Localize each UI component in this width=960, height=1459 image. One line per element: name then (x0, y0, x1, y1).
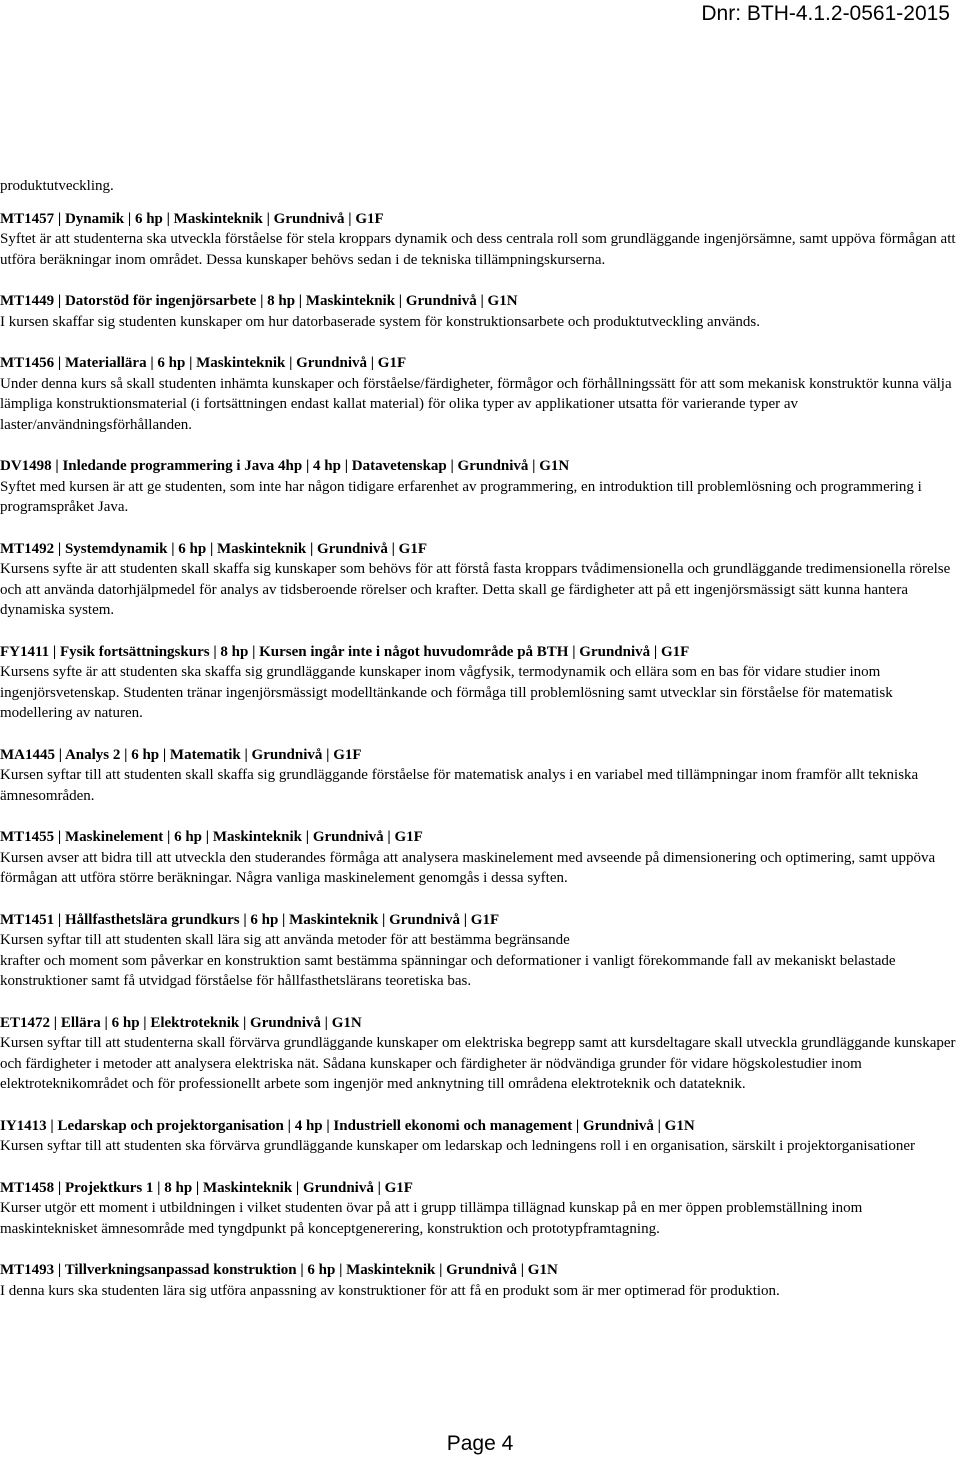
course-description: Kursens syfte är att studenten ska skaffa sig grundläggande kunskaper inom vågfysik, termodynamik och ellära som en bas för vidare studier inom ingenjörsvetenskap. Studenten tränar ingenjörsmässigt modelltänkande och förmåga till problemlösning samt utvecklar sin förståelse för matematisk modellering av naturen. (0, 664, 893, 721)
course-heading: ET1472 | Ellära | 6 hp | Elektroteknik | Grundnivå | G1N (0, 1014, 362, 1031)
course-heading: IY1413 | Ledarskap och projektorganisation | 4 hp | Industriell ekonomi och management | Grundnivå | G1N (0, 1117, 695, 1134)
course-heading: MT1449 | Datorstöd för ingenjörsarbete | 8 hp | Maskinteknik | Grundnivå | G1N (0, 293, 518, 309)
course-heading: MA1445 | Analys 2 | 6 hp | Matematik | Grundnivå | G1F (0, 746, 362, 763)
intro-line: produktutveckling. (0, 178, 114, 194)
course-heading: MT1493 | Tillverkningsanpassad konstruktion | 6 hp | Maskinteknik | Grundnivå | G1N (0, 1262, 558, 1278)
course-description: krafter och moment som påverkar en konstruktion samt bestämma spänningar och deformationer i vanligt förekommande fall av mekaniskt belastade konstruktioner samt få utvidgad förståelse för hållfasthetslärans teoretiska bas. (0, 952, 896, 989)
course-entry (0, 910, 958, 992)
course-entry (0, 827, 958, 889)
course-entry (0, 1178, 958, 1240)
course-description: Kursen syftar till att studenten skall lära sig att använda metoder för att bestämma begränsande (0, 932, 570, 948)
course-description: Kursen syftar till att studenten ska förvärva grundläggande kunskaper om ledarskap och ledningens roll i en organisation, särskilt i projektorganisationer (0, 1138, 916, 1154)
course-heading: FY1411 | Fysik fortsättningskurs | 8 hp | Kursen ingår inte i något huvudområde på BTH | Grundnivå | G1F (0, 643, 690, 660)
document-body (0, 176, 958, 1322)
course-description: Kursens syfte är att studenten skall skaffa sig kunskaper som behövs för att förstå fasta kroppars tvådimensionella och grundläggande tredimensionella rörelse och att använda datorhjälpmedel för analys av tidsberoende rörelser och krafter. Detta skall ge färdigheter att på ett ingenjörsmässigt sätt kunna hantera dynamiska system. (0, 561, 951, 618)
course-entry (0, 539, 958, 621)
course-description: I kursen skaffar sig studenten kunskaper om hur datorbaserade system för konstruktionsarbete och produktutveckling används. (0, 313, 760, 330)
course-description: Syftet är att studenterna ska utveckla förståelse för stela kroppars dynamik och dess centrala roll som grundläggande ingenjörsämne, samt uppöva förmågan att utföra beräkningar inom området. Dessa kunskaper behövs sedan i de tekniska tillämpningskurserna. (0, 231, 956, 268)
course-description: I denna kurs ska studenten lära sig utföra anpassning av konstruktioner för att få en produkt som är mer optimerad för produktion. (0, 1282, 780, 1299)
course-heading: MT1456 | Materiallära | 6 hp | Maskinteknik | Grundnivå | G1F (0, 355, 407, 371)
course-heading: MT1492 | Systemdynamik | 6 hp | Maskinteknik | Grundnivå | G1F (0, 540, 428, 557)
course-heading: MT1451 | Hållfasthetslära grundkurs | 6 hp | Maskinteknik | Grundnivå | G1F (0, 911, 500, 928)
course-entry (0, 291, 958, 332)
course-entry (0, 1013, 958, 1095)
course-description: Kursen syftar till att studenten skall skaffa sig grundläggande förståelse för matematisk analys i en variabel med tillämpningar inom framför allt tekniska ämnesområden. (0, 767, 919, 804)
document-number: Dnr: BTH-4.1.2-0561-2015 (701, 2, 950, 25)
course-heading: MT1458 | Projektkurs 1 | 8 hp | Maskinteknik | Grundnivå | G1F (0, 1179, 413, 1196)
course-description: Under denna kurs så skall studenten inhämta kunskaper och förståelse/färdigheter, förmågor och förhållningssätt för att som mekanisk konstruktör kunna välja lämpliga konstruktionsmaterial (i fortsättningen endast kallat material) för olika typer av applikationer utsatta för varierande typer av laster/användningsförhållanden. (0, 375, 952, 433)
course-description: Kurser utgör ett moment i utbildningen i vilket studenten övar på att i grupp tillämpa tillägnad kunskap på en mer öppen problemställning inom maskinteknisket ämnesområde med tyngdpunkt på konceptgenerering, konstruktion och prototypframtagning. (0, 1200, 863, 1237)
course-entry (0, 456, 958, 518)
course-entry (0, 1260, 958, 1301)
course-entry (0, 209, 958, 271)
course-entry (0, 745, 958, 807)
course-entry (0, 353, 958, 435)
course-description: Kursen syftar till att studenterna skall förvärva grundläggande kunskaper om elektriska begrepp samt att kursdeltagare skall utveckla grundläggande kunskaper och färdigheter i metoder att analysera elektriska nät. Sådana kunskaper och färdigheter är nödvändiga grunder för vidare högskolestudier inom elektroteknikområdet och för professionellt arbete som ingenjör med anknytning till områdena elektroteknik och datateknik. (0, 1035, 956, 1092)
course-entry (0, 642, 958, 724)
course-entry (0, 1116, 958, 1157)
page-number: Page 4 (446, 1432, 514, 1455)
course-heading: MT1457 | Dynamik | 6 hp | Maskinteknik | Grundnivå | G1F (0, 210, 384, 227)
course-heading: MT1455 | Maskinelement | 6 hp | Maskinteknik | Grundnivå | G1F (0, 829, 423, 845)
course-description: Syftet med kursen är att ge studenten, som inte har någon tidigare erfarenhet av programmering, en introduktion till problemlösning och programmering i programspråket Java. (0, 478, 922, 515)
course-description: Kursen avser att bidra till att utveckla den studerandes förmåga att analysera maskinelement med avseende på dimensionering och optimering, samt uppöva förmågan att utföra större beräkningar. Några vanliga maskinelement genomgås i dessa syften. (0, 849, 936, 886)
course-list (0, 209, 958, 1302)
course-heading: DV1498 | Inledande programmering i Java 4hp | 4 hp | Datavetenskap | Grundnivå | G1N (0, 458, 570, 474)
